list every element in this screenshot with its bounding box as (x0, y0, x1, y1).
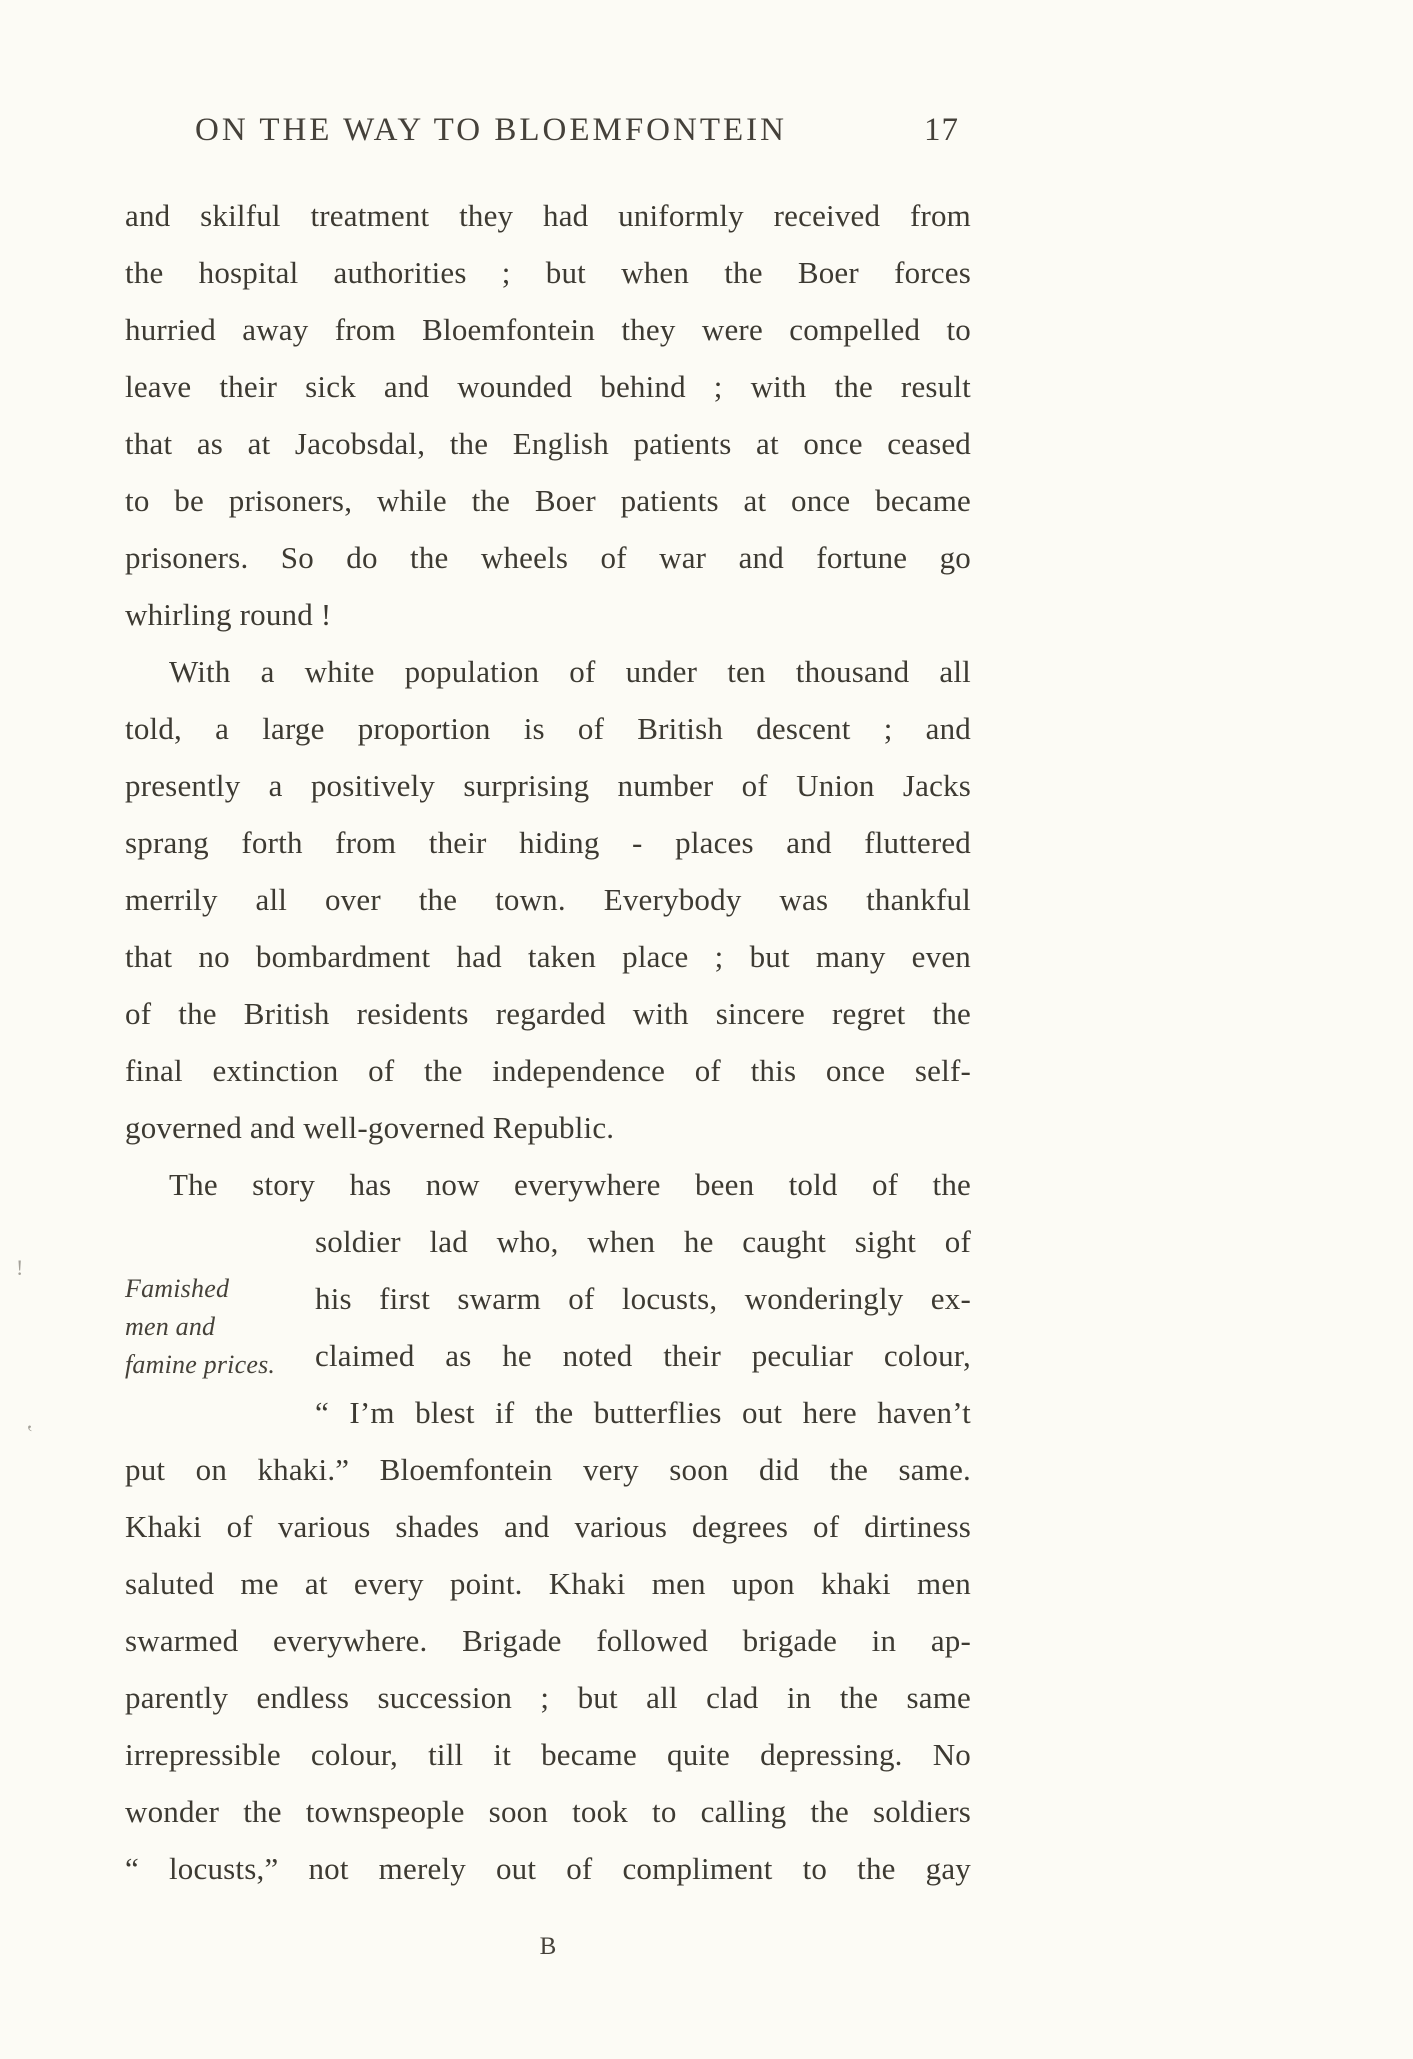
text-line: wonder the townspeople soon took to calling the soldiers (125, 1794, 971, 1829)
text-line: claimed as he noted their peculiar colour, (315, 1338, 971, 1373)
sidenote-row (125, 1213, 971, 1441)
text-line: presently a positively surprising number of Union Jacks (125, 768, 971, 803)
margin-note (125, 1213, 315, 1441)
text-line: saluted me at every point. Khaki men upon khaki men (125, 1566, 971, 1601)
indented-text (315, 1213, 971, 1441)
running-title: ON THE WAY TO BLOEMFONTEIN (195, 112, 787, 148)
text-line: the hospital authorities ; but when the Boer forces (125, 255, 971, 290)
text-line: Famished (125, 1274, 230, 1303)
text-line: that no bombardment had taken place ; but many even (125, 939, 971, 974)
text-line: to be prisoners, while the Boer patients at once became (125, 483, 971, 518)
text-line: leave their sick and wounded behind ; with the result (125, 369, 971, 404)
text-line: With a white population of under ten thousand all (169, 654, 971, 689)
text-line: whirling round ! (125, 597, 332, 632)
signature-mark: B (539, 1933, 557, 1960)
text-line: soldier lad who, when he caught sight of (315, 1224, 971, 1259)
paragraph-1 (125, 187, 971, 643)
text-line: put on khaki.” Bloemfontein very soon did the same. (125, 1452, 971, 1487)
text-line: his first swarm of locusts, wonderingly ex- (315, 1281, 971, 1316)
text-line: parently endless succession ; but all clad in the same (125, 1680, 971, 1715)
text-line: “ locusts,” not merely out of compliment to the gay (125, 1851, 971, 1886)
text-line: told, a large proportion is of British descent ; and (125, 711, 971, 746)
text-line: swarmed everywhere. Brigade followed brigade in ap- (125, 1623, 971, 1658)
scan-speck: ‛ (26, 1420, 34, 1445)
paragraph-3-continued (125, 1441, 971, 1897)
text-line: and skilful treatment they had uniformly received from (125, 198, 971, 233)
scan-speck: ! (16, 1255, 24, 1280)
text-line: irrepressible colour, till it became quite depressing. No (125, 1737, 971, 1772)
text-line: sprang forth from their hiding - places and fluttered (125, 825, 971, 860)
page-number: 17 (924, 112, 959, 148)
text-line: “ I’m blest if the butterflies out here haven’t (315, 1395, 971, 1430)
text-line: governed and well-governed Republic. (125, 1110, 615, 1145)
text-line: Khaki of various shades and various degrees of dirtiness (125, 1509, 971, 1544)
page-header (125, 112, 971, 149)
text-line: prisoners. So do the wheels of war and fortune go (125, 540, 971, 575)
text-block (125, 112, 971, 1961)
text-line: hurried away from Bloemfontein they were compelled to (125, 312, 971, 347)
paragraph-3 (125, 1156, 971, 1897)
text-line: famine prices. (125, 1350, 276, 1379)
text-line: The story has now everywhere been told of the (169, 1167, 971, 1202)
text-line: men and (125, 1312, 216, 1341)
text-line: merrily all over the town. Everybody was thankful (125, 882, 971, 917)
text-line: that as at Jacobsdal, the English patients at once ceased (125, 426, 971, 461)
paragraph-2 (125, 643, 971, 1156)
body-text (125, 187, 971, 1897)
text-line: of the British residents regarded with sincere regret the (125, 996, 971, 1031)
text-line: final extinction of the independence of this once self- (125, 1053, 971, 1088)
